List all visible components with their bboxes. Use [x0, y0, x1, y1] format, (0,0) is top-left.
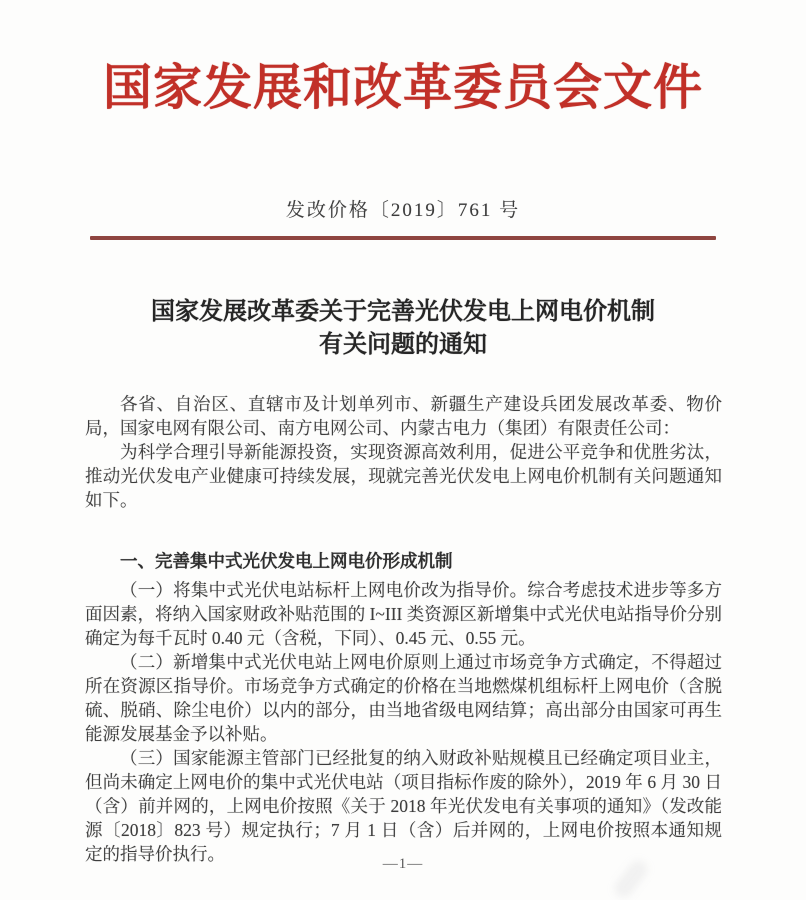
document-body: [85, 392, 722, 866]
section-1-item-1: （一）将集中式光伏电站标杆上网电价改为指导价。综合考虑技术进步等多方面因素，将纳入国家财政补贴范围的 I~III 类资源区新增集中式光伏电站指导价分别确定为每千瓦时 0.40 元（含税，下同）、0.45 元、0.55 元。: [85, 580, 722, 648]
document-title-line-1: 国家发展改革委关于完善光伏发电上网电价机制: [151, 299, 655, 325]
paragraph-intro: 为科学合理引导新能源投资，实现资源高效利用，促进公平竞争和优胜劣汰，推动光伏发电产业健康可持续发展，现就完善光伏发电上网电价机制有关问题通知如下。: [85, 442, 722, 510]
page-number: —1—: [382, 856, 424, 872]
section-1-item-3: （三）国家能源主管部门已经批复的纳入财政补贴规模且已经确定项目业主，但尚未确定上网电价的集中式光伏电站（项目指标作废的除外），2019 年 6 月 30 日（含）前并网的，上网电价按照《关于 2018 年光伏发电有关事项的通知》（发改能源〔2018〕823 号）规定执行；7 月 1 日（含）后并网的，上网电价按照本通知规定的指导价执行。: [85, 748, 722, 864]
red-divider-line: [90, 236, 716, 240]
letterhead-title: 国家发展和改革委员会文件: [102, 60, 703, 115]
doc-number: 发改价格〔2019〕761 号: [285, 200, 521, 221]
section-1-item-2: （二）新增集中式光伏电站上网电价原则上通过市场竞争方式确定，不得超过所在资源区指导价。市场竞争方式确定的价格在当地燃煤机组标杆上网电价（含脱硫、脱硝、除尘电价）以内的部分，由当地省级电网结算；高出部分由国家可再生能源发展基金予以补贴。: [85, 652, 722, 744]
document-title: [0, 296, 806, 362]
document-title-line-2: 有关问题的通知: [319, 332, 487, 358]
section-1-heading: 一、完善集中式光伏发电上网电价形成机制: [120, 551, 453, 571]
paragraph-recipients: 各省、自治区、直辖市及计划单列市、新疆生产建设兵团发展改革委、物价局，国家电网有限公司、南方电网公司、内蒙古电力（集团）有限责任公司：: [85, 394, 722, 438]
